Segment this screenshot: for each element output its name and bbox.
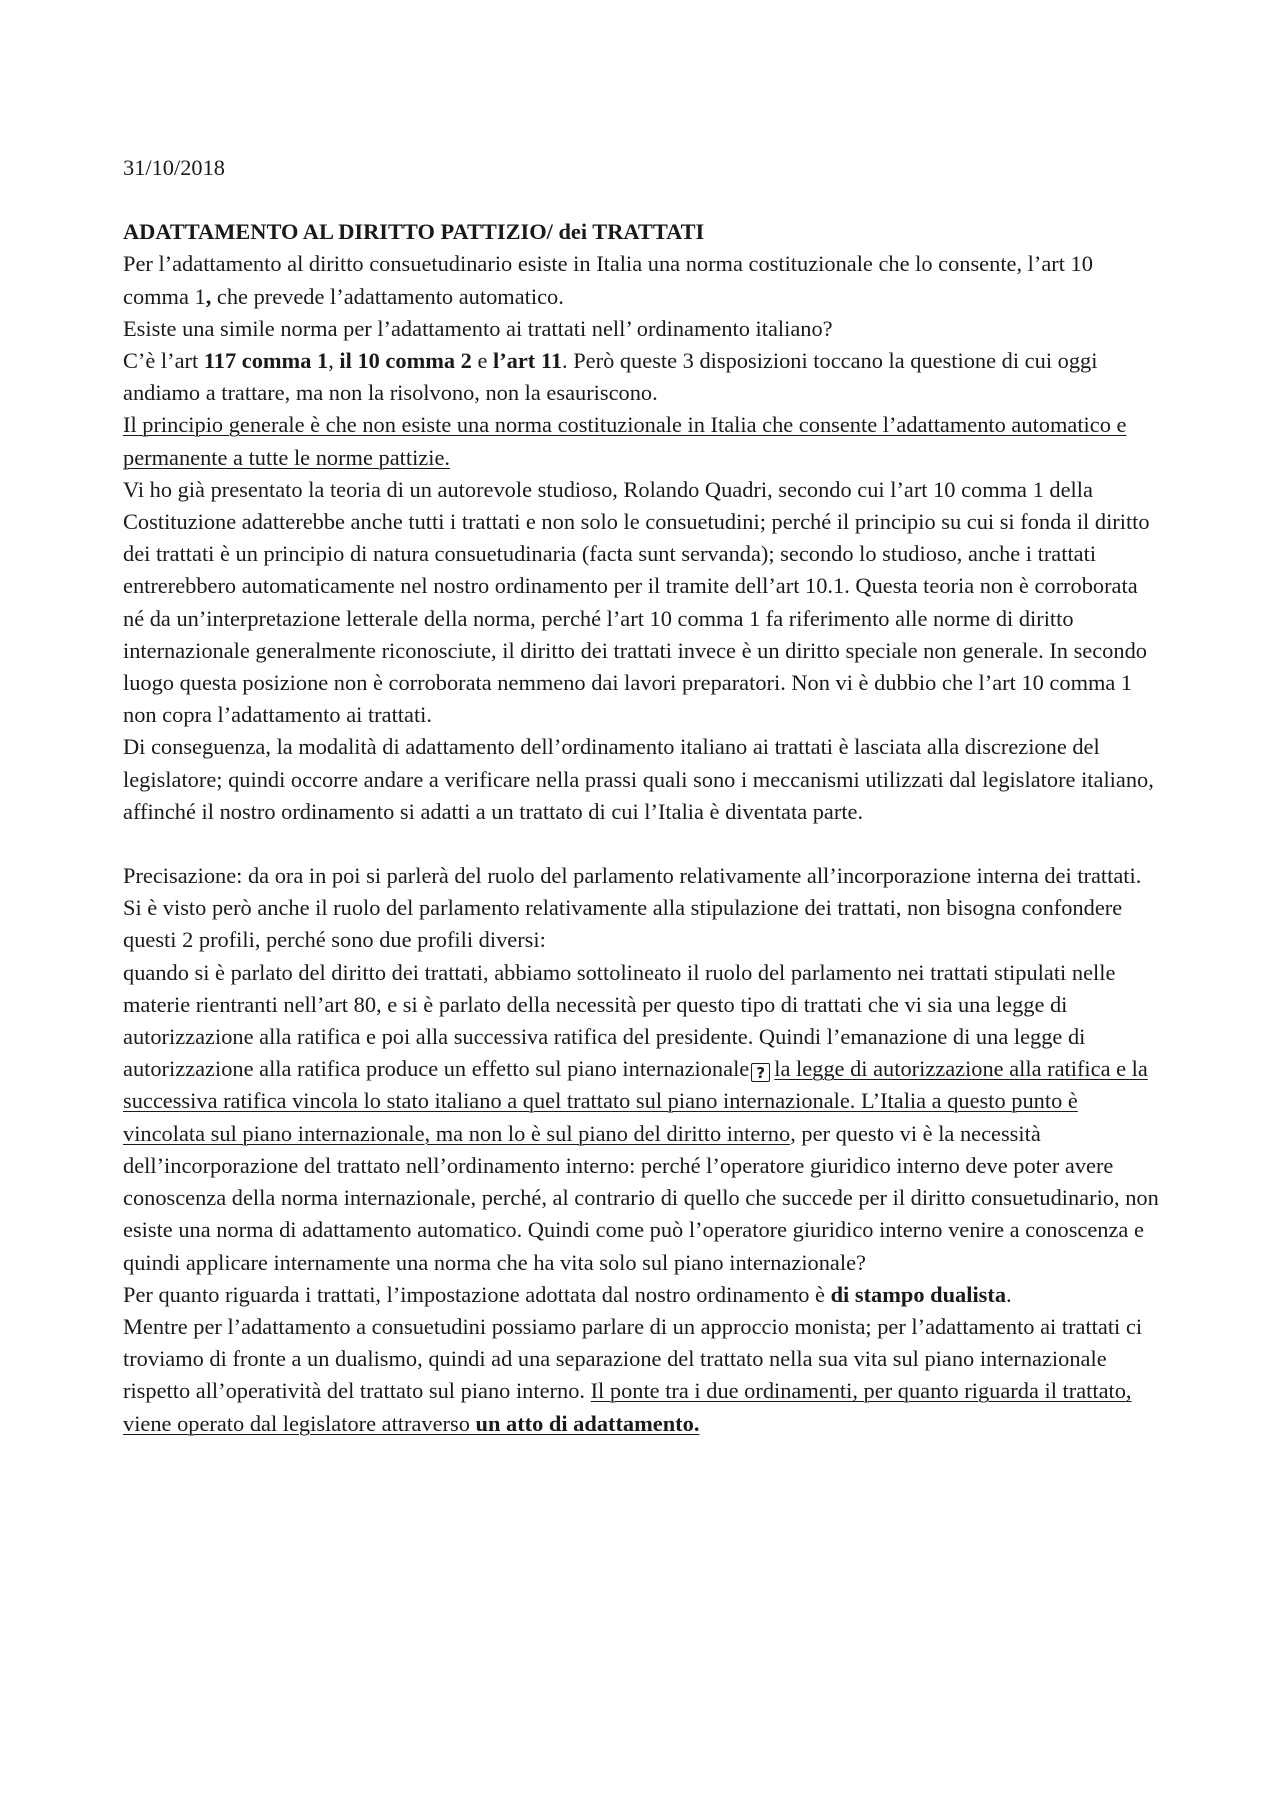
text-span: , — [328, 348, 340, 374]
bold-article-117: 117 comma 1 — [203, 348, 329, 374]
text-span: quando si è parlato del diritto dei trattati, abbiamo sottolineato il ruolo del parlamento nei trattati stipulati nelle materie rientranti nell’art 80, e si è parlato della necessità per questo tipo di trattati che vi sia una legge di autorizzazione alla ratifica e poi alla successiva ratifica del presidente. Quindi l’emanazione di una legge di autorizzazione alla ratifica produce un effetto sul piano internazionale — [123, 959, 1116, 1082]
text-span: e — [471, 348, 493, 374]
document-date: 31/10/2018 — [123, 155, 226, 180]
bold-dualist: di stampo dualista — [830, 1281, 1007, 1307]
paragraph-general-principle — [123, 409, 1163, 473]
paragraph-customary-adaptation — [123, 248, 1163, 312]
section-heading: ADATTAMENTO AL DIRITTO PATTIZIO/ dei TRATTATI — [123, 219, 705, 245]
text-span: . Però queste 3 disposizioni toccano la questione di cui oggi andiamo a trattare, ma non la risolvono, non la esauriscono. — [123, 348, 1098, 406]
paragraph-spacer — [123, 828, 1163, 860]
underlined-text: la legge di autorizzazione alla ratifica e la successiva ratifica vincola lo stato italiano a quel trattato sul piano internazionale. L’Italia a questo punto è vincolata sul piano internazionale, ma non lo è sul piano del diritto interno — [123, 1056, 1148, 1146]
underlined-text: Il ponte tra i due ordinamenti, per quanto riguarda il trattato, viene operato dal legislatore attraverso — [123, 1378, 1132, 1436]
text-span: Mentre per l’adattamento a consuetudini possiamo parlare di un approccio monista; per l’adattamento ai trattati ci troviamo di fronte a un dualismo, quindi ad una separazione del trattato nella sua vita sul piano internazionale rispetto all’operatività del trattato sul piano interno. — [123, 1313, 1143, 1404]
paragraph-clarification: Precisazione: da ora in poi si parlerà del ruolo del parlamento relativamente all’incorporazione interna dei trattati. Si è visto però anche il ruolo del parlamento relativamente alla stipulazione dei trattati, non bisogna confondere questi 2 profili, perché sono due profili diversi: — [123, 863, 1142, 953]
paragraph-ratification — [123, 957, 1163, 1279]
text-span: Per quanto riguarda i trattati, l’impostazione adottata dal nostro ordinamento è — [123, 1281, 831, 1307]
bold-comma: , — [205, 283, 212, 309]
bold-article-11: l’art 11 — [493, 348, 563, 374]
paragraph-monism-dualism — [123, 1311, 1163, 1440]
paragraph-legislator-discretion: Di conseguenza, la modalità di adattamento dell’ordinamento italiano ai trattati è lasciata alla discrezione del legislatore; quindi occorre andare a verificare nella prassi quali sono i meccanismi utilizzati dal legislatore italiano, affinché il nostro ordinamento si adatti a un trattato di cui l’Italia è diventata parte. — [123, 734, 1154, 824]
question-mark-icon: ? — [751, 1063, 770, 1082]
paragraph-quadri-theory: Vi ho già presentato la teoria di un autorevole studioso, Rolando Quadri, secondo cui l’art 10 comma 1 della Costituzione adatterebbe anche tutti i trattati e non solo le consuetudini; perché il principio su cui si fonda il diritto dei trattati è un principio di natura consuetudinaria (facta sunt servanda); secondo lo studioso, anche i trattati entrerebbero automaticamente nel nostro ordinamento per il tramite dell’art 10.1. Questa teoria non è corroborata né da un’interpretazione letterale della norma, perché l’art 10 comma 1 fa riferimento alle norme di diritto internazionale generalmente riconosciute, il diritto dei trattati invece è un diritto speciale non generale. In secondo luogo questa posizione non è corroborata nemmeno dai lavori preparatori. Non vi è dubbio che l’art 10 comma 1 non copra l’adattamento ai trattati. — [123, 476, 1150, 728]
text-span: , per questo vi è la necessità dell’incorporazione del trattato nell’ordinamento interno: perché l’operatore giuridico interno deve poter avere conoscenza della norma internazionale, perché, al contrario di quello che succede per il diritto consuetudinario, non esiste una norma di adattamento automatico. Quindi come può l’operatore giuridico interno venire a conoscenza e quindi applicare internamente una norma che ha vita solo sul piano internazionale? — [123, 1120, 1159, 1275]
bold-article-10: il 10 comma 2 — [339, 348, 472, 374]
paragraph-constitutional-articles — [123, 345, 1163, 409]
document-body — [123, 152, 1163, 1440]
paragraph-dualist-approach — [123, 1279, 1163, 1311]
text-span: che prevede l’adattamento automatico. — [211, 283, 564, 309]
bold-underlined-adaptation-act: un atto di adattamento. — [475, 1410, 700, 1436]
text-span: Per l’adattamento al diritto consuetudinario esiste in Italia una norma costituzionale che lo consente, l’art 10 comma 1 — [123, 251, 1093, 309]
text-span: C’è l’art — [123, 348, 204, 374]
text-span: . — [1006, 1281, 1012, 1307]
underlined-text: Il principio generale è che non esiste una norma costituzionale in Italia che consente l’adattamento automatico e permanente a tutte le norme pattizie. — [123, 412, 1127, 470]
paragraph-question: Esiste una simile norma per l’adattamento ai trattati nell’ ordinamento italiano? — [123, 315, 833, 341]
